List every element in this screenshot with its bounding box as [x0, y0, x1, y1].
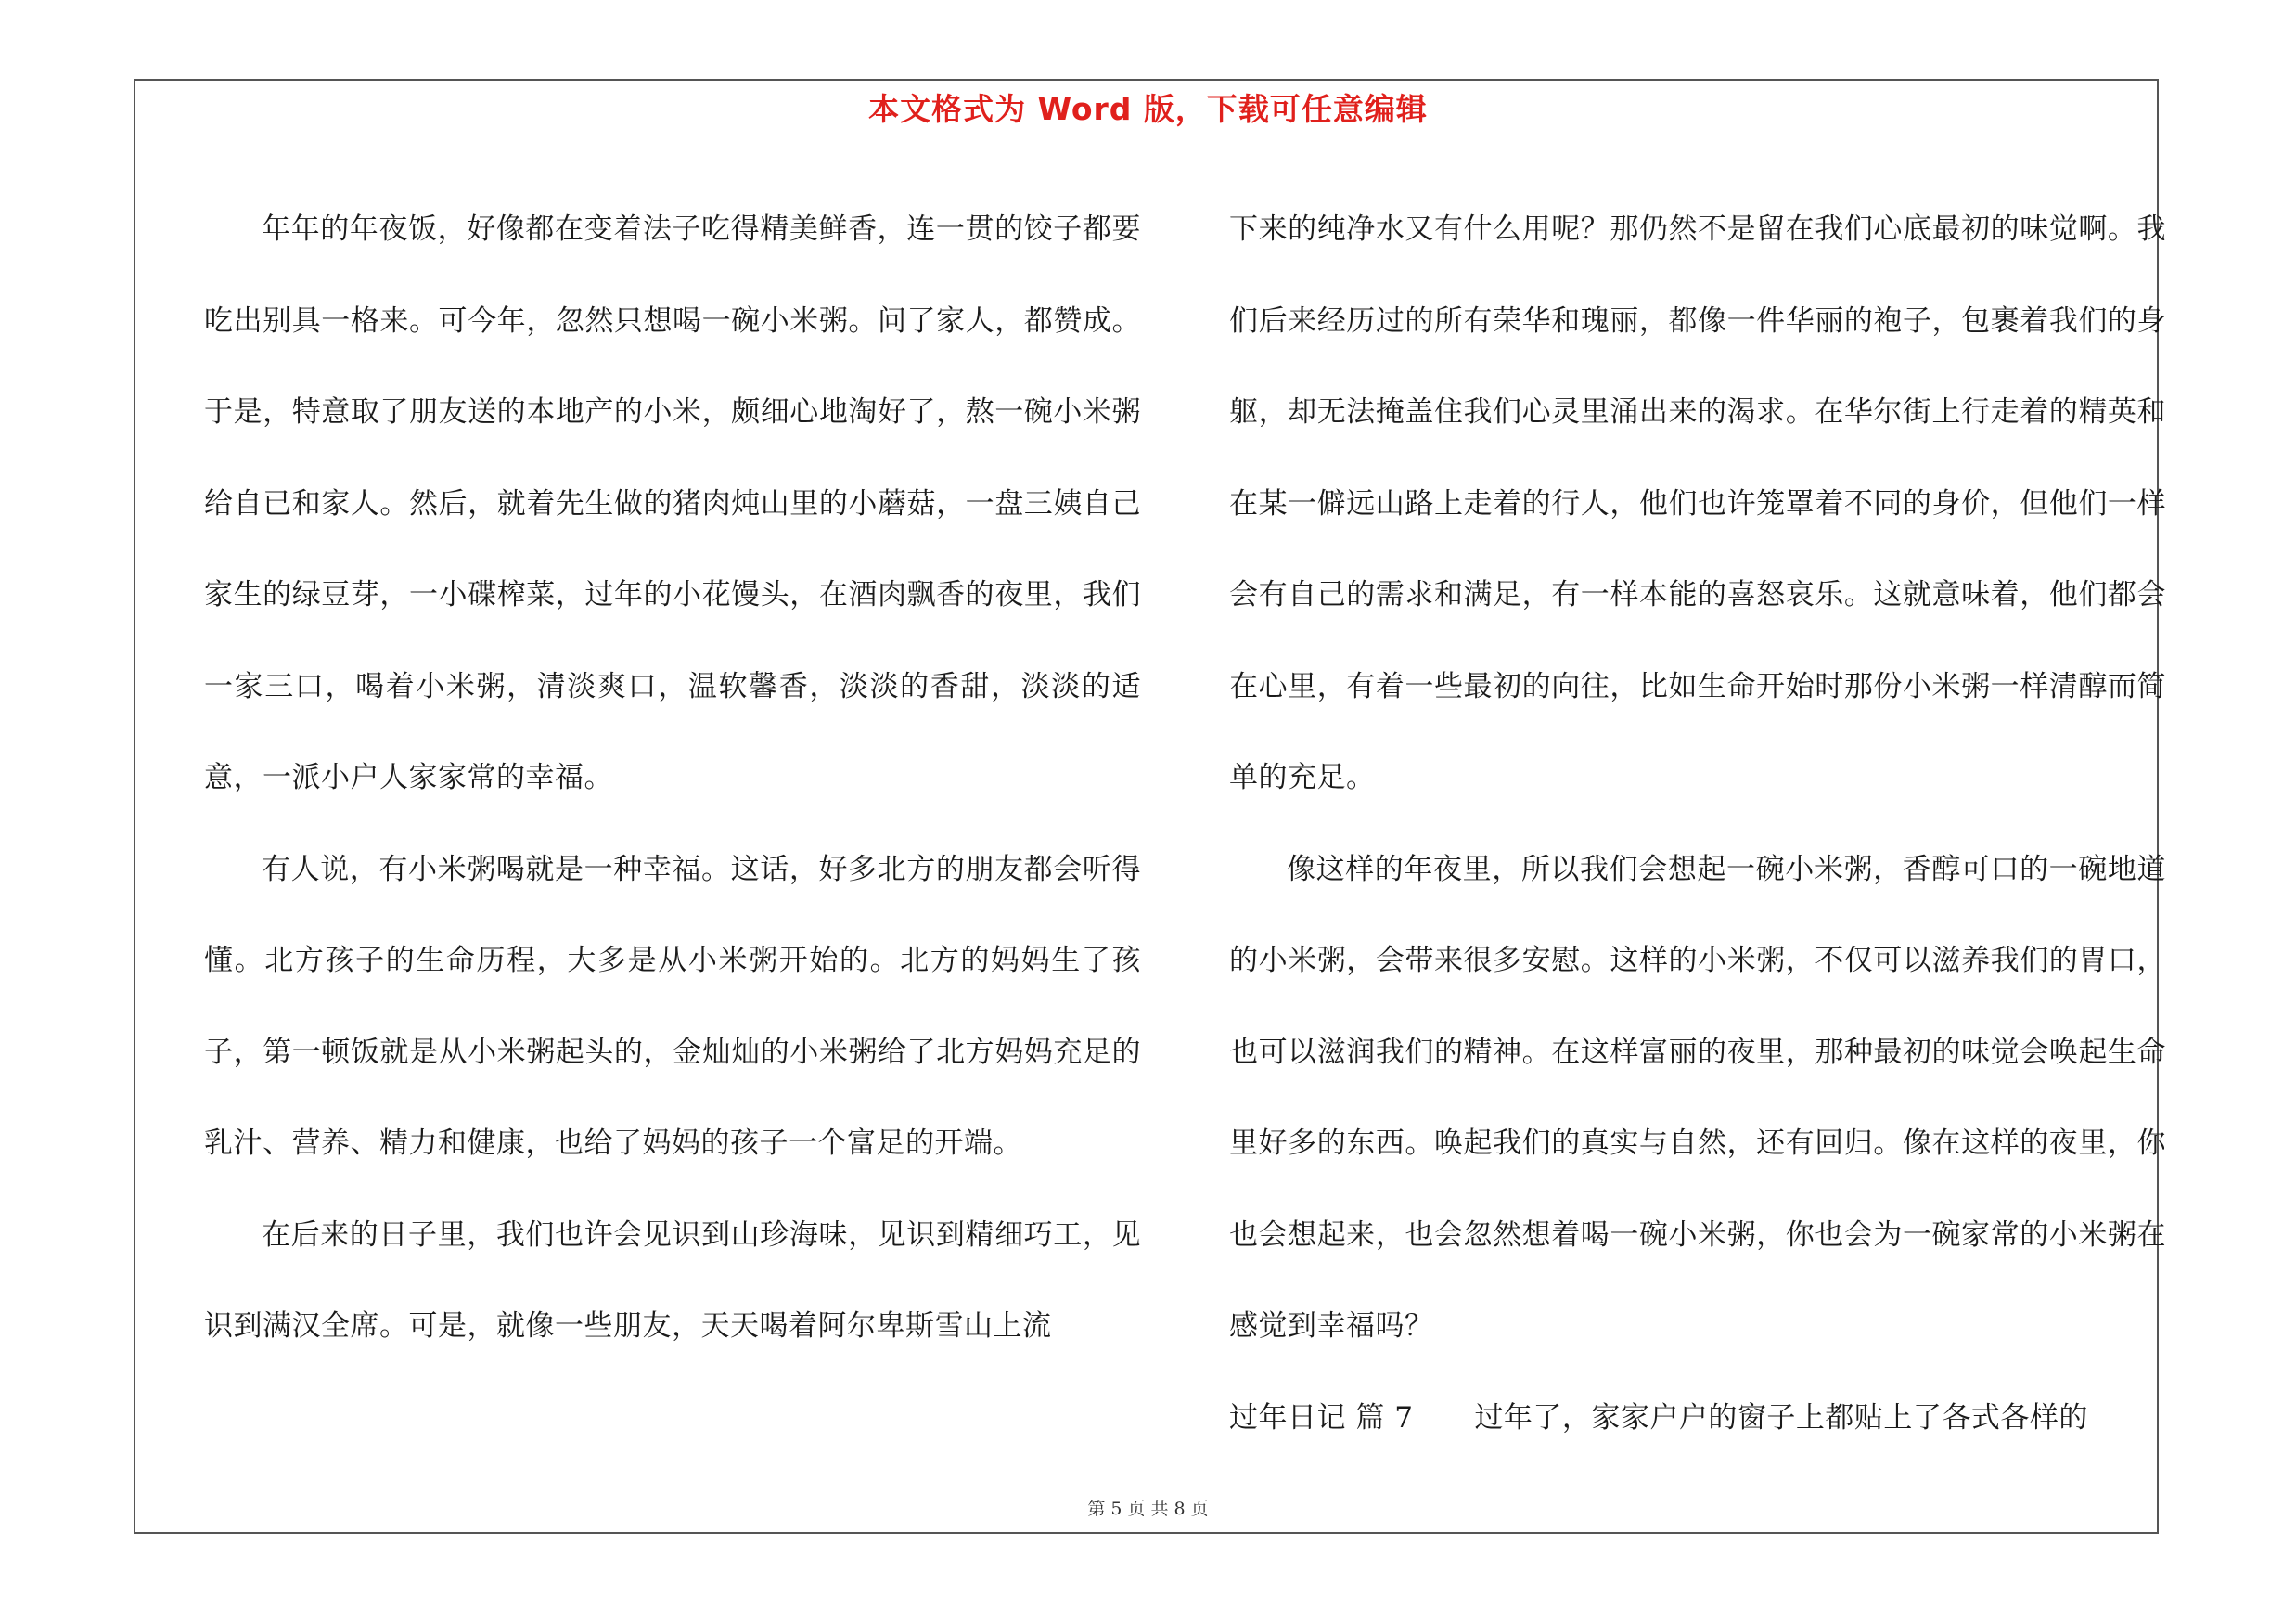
paragraph: 下来的纯净水又有什么用呢？那仍然不是留在我们心底最初的味觉啊。我们后来经历过的所有荣华和瑰丽，都像一件华丽的袍子，包裹着我们的身躯，却无法掩盖住我们心灵里涌出来的渴求。在华尔街上行走着的精英和在某一僻远山路上走着的行人，他们也许笼罩着不同的身价，但他们一样会有自己的需求和满足，有一样本能的喜怒哀乐。这就意味着，他们都会在心里，有着一些最初的向往，比如生命开始时那份小米粥一样清醇而简单的充足。	[1229, 213, 2166, 794]
left-column	[204, 184, 1141, 1372]
right-column	[1229, 184, 2166, 1463]
entry-text: 过年了，家家户户的窗子上都贴上了各式各样的	[1474, 1400, 2088, 1435]
next-entry-line	[1229, 1372, 2166, 1464]
entry-title: 过年日记 篇 7	[1229, 1400, 1414, 1435]
paragraph: 在后来的日子里，我们也许会见识到山珍海味，见识到精细巧工，见识到满汉全席。可是，就像一些朋友，天天喝着阿尔卑斯雪山上流	[204, 1217, 1141, 1343]
document-banner: 本文格式为 Word 版，下载可任意编辑	[868, 91, 1428, 127]
page-number: 第 5 页 共 8 页	[1087, 1499, 1209, 1519]
paragraph: 像这样的年夜里，所以我们会想起一碗小米粥，香醇可口的一碗地道的小米粥，会带来很多安慰。这样的小米粥，不仅可以滋养我们的胃口，也可以滋润我们的精神。在这样富丽的夜里，那种最初的味觉会唤起生命里好多的东西。唤起我们的真实与自然，还有回归。像在这样的夜里，你也会想起来，也会忽然想着喝一碗小米粥，你也会为一碗家常的小米粥在感觉到幸福吗？	[1229, 852, 2166, 1343]
paragraph: 年年的年夜饭，好像都在变着法子吃得精美鲜香，连一贯的饺子都要吃出别具一格来。可今年，忽然只想喝一碗小米粥。问了家人，都赞成。于是，特意取了朋友送的本地产的小米，颇细心地淘好了，熬一碗小米粥给自已和家人。然后，就着先生做的猪肉炖山里的小蘑菇，一盘三姨自己家生的绿豆芽，一小碟榨菜，过年的小花馒头，在酒肉飘香的夜里，我们一家三口，喝着小米粥，清淡爽口，温软馨香，淡淡的香甜，淡淡的适意，一派小户人家家常的幸福。	[204, 213, 1141, 794]
paragraph: 有人说，有小米粥喝就是一种幸福。这话，好多北方的朋友都会听得懂。北方孩子的生命历程，大多是从小米粥开始的。北方的妈妈生了孩子，第一顿饭就是从小米粥起头的，金灿灿的小米粥给了北方妈妈充足的乳汁、营养、精力和健康，也给了妈妈的孩子一个富足的开端。	[204, 852, 1141, 1160]
